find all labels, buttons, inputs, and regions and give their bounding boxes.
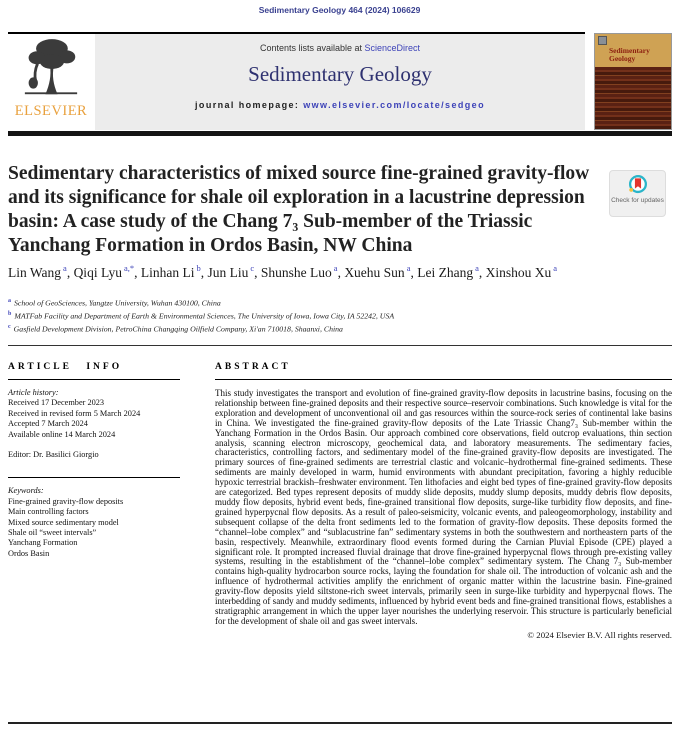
article-title: Sedimentary characteristics of mixed source fine-grained gravity-flow and its significance for shale oil exploration in a lacustrine depression basin: A case study of the Chang 7₃ Sub-member of the Triassic Yanchang Formation in Ordos Basin, NW China [8, 163, 590, 256]
author: Xuehu Sun $^a$, [344, 263, 418, 280]
header-bottom-bar [8, 131, 672, 136]
author: Linhan Li $^b$, [140, 263, 208, 280]
cover-top-band [595, 34, 671, 67]
affiliation: $^a$ School of GeoSciences, Yangtze University, Wuhan 430100, China [8, 298, 221, 308]
keyword: Yanchang Formation [8, 538, 78, 548]
abstract-text: This study investigates the transport and evolution of fine-grained gravity-flow deposits in lacustrine basins, focusing on the relationship between fine-grained deposits and their respective source–reservoir combinations. Such knowledge is vital for the exploration and development of unconventional oil and gas resources within the source-rock series of continental lake basins in China. We investigated the fine-grained gravity-flow deposits of the Late Triassic Chang7₃ Sub-member within the Yanchang Formation in the Ordos Basin. Our approach combined core observations, field outcrop evaluations, thin section analysis, scanning electron microscopy, geochemical data, and laboratory measurements. The sedimentary facies, characteristics, controlling factors, and sedimentary model of the fine-grained gravity-flow deposits are investigated. The primary sources of fine-grained sediments are terrestrial clastic and volcanic–hydrothermal fine-grained sediments. These sediments are mainly developed in warm, humid environments with abundant precipitation, favoring a highly reducible hypoxic terrestrial brackish–freshwater environment. Ten lithofacies and eight bed types of fine-grained gravity-flow deposits are categorized. Bed types represent deposits of muddy slide deposits, muddy slump deposits, muddy debris flow deposits, muddy flow deposits, hybrid event beds, fine-grained transitional flow deposits, surge-like turbidity flow deposits, and fine-grained hyperpycnal flow deposits. As a result of paleo-seismicity, volcanic events, and paleogeomorphology, instability and subsequent collapse of the delta front sediments led to the formation of gravity-flow deposits. These deposits formed the “channel–lobe complex” and “sublacustrine fan” sedimentary systems in both the southwestern and northeastern parts of the basin, respectively. Meanwhile, extraordinary flood events formed during the Carnian Pluvial Episode (CPE) played a significant role. It prompted increased fluvial drainage that drove fine-grained hyperpycnal flows through pre-existing valley systems, resulting in the establishment of the “channel–lobe complex” sedimentary system. The Chang 7₃ Sub-member contains high-quality hydrocarbon source rocks, laying the foundation for shale oil. The introduction of volcanic ash and the influence of hydrothermal activities amplify the enrichment of organic matter within the lacustrine basin. Fine-grained gravity-flow deposits yield siltstone-rich sweet intervals, primarily seen in surge-like turbidity and hyperpycnal flows. The interbedding of sandy and muddy sediments, influenced by hybrid event beds and fine-grained transitional flows, establishes a stratigraphic arrangement in which the upper layer nourishes the underlying reservoir. This structure is particularly beneficial for the development of shale oil and gas sweet intervals. [215, 388, 672, 626]
section-divider [8, 345, 672, 346]
contents-line [95, 34, 585, 53]
abstract-heading-rule [215, 379, 672, 380]
abstract-column [215, 362, 672, 640]
check-for-updates-icon [610, 174, 665, 197]
journal-banner [95, 34, 585, 130]
affiliation-list [8, 296, 668, 335]
check-for-updates-badge[interactable] [609, 170, 666, 217]
history-entry: Accepted 7 March 2024 [8, 419, 88, 429]
journal-header [8, 34, 672, 130]
page-bottom-divider [8, 722, 672, 724]
contents-prefix-text: Contents lists available at [259, 43, 365, 53]
author: Lei Zhang $^a$, [417, 263, 486, 280]
journal-title: Sedimentary Geology [248, 62, 432, 86]
author: Lin Wang $^a$, [8, 263, 74, 280]
article-info-heading: ARTICLE INFO [8, 362, 123, 372]
check-for-updates-label: Check for updates [611, 197, 664, 204]
history-entry: Received in revised form 5 March 2024 [8, 408, 141, 418]
keyword: Main controlling factors [8, 507, 89, 517]
keywords-section [8, 486, 180, 559]
copyright-notice: © 2024 Elsevier B.V. All rights reserved. [527, 629, 672, 640]
author-affiliation-sup: a [63, 263, 67, 273]
elsevier-tree-icon [8, 36, 94, 102]
author: Jun Liu $^c$, [207, 263, 261, 280]
homepage-line [95, 100, 585, 110]
author-affiliation-sup: a [475, 263, 479, 273]
abstract-heading: ABSTRACT [215, 362, 291, 372]
author: Xinshou Xu $^a$ [485, 263, 558, 280]
elsevier-logo[interactable] [8, 34, 94, 130]
keyword: Ordos Basin [8, 548, 50, 558]
journal-citation: Sedimentary Geology 464 (2024) 106629 [258, 5, 421, 15]
cover-artwork [595, 67, 671, 130]
history-entry: Received 17 December 2023 [8, 398, 105, 408]
keyword: Fine-grained gravity-flow deposits [8, 496, 124, 506]
article-info-column [8, 362, 180, 559]
affiliation: $^c$ Gasfield Development Division, PetroChina Changqing Oilfield Company, Xi'an 710018, Shaanxi, China [8, 324, 343, 334]
affiliation: $^b$ MATFab Facility and Department of Earth & Environmental Sciences, The University of Iowa, Iowa City, IA 52242, USA [8, 311, 395, 321]
keywords-label: Keywords: [8, 486, 44, 496]
cover-journal-title: Sedimentary Geology [609, 46, 650, 63]
author-list [8, 263, 668, 281]
cover-publisher-icon [598, 36, 607, 45]
journal-cover-thumbnail[interactable] [594, 33, 672, 130]
editor-line: Editor: Dr. Basilici Giorgio [8, 450, 99, 460]
history-entry: Available online 14 March 2024 [8, 429, 116, 439]
author: Qiqi Lyu $^{a,*}$, [73, 263, 141, 280]
author-affiliation-sup: b [196, 263, 201, 273]
author-affiliation-sup: c [250, 263, 255, 273]
article-history [8, 388, 180, 460]
homepage-prefix-text: journal homepage: [195, 100, 304, 110]
author-affiliation-sup: a [406, 263, 411, 273]
author-affiliation-sup: a [333, 263, 338, 273]
sciencedirect-link[interactable]: ScienceDirect [364, 43, 421, 53]
keyword: Shale oil “sweet intervals” [8, 528, 97, 538]
elsevier-wordmark: ELSEVIER [14, 103, 88, 119]
keyword: Mixed source sedimentary model [8, 517, 119, 527]
journal-homepage-link[interactable]: www.elsevier.com/locate/sedgeo [303, 100, 485, 110]
author: Shunshe Luo $^a$, [260, 263, 345, 280]
article-info-heading-rule [8, 379, 180, 380]
keywords-divider [8, 477, 180, 478]
author-affiliation-sup: a [553, 263, 558, 273]
author-affiliation-sup: a,* [123, 263, 135, 273]
article-history-label: Article history: [8, 388, 59, 397]
